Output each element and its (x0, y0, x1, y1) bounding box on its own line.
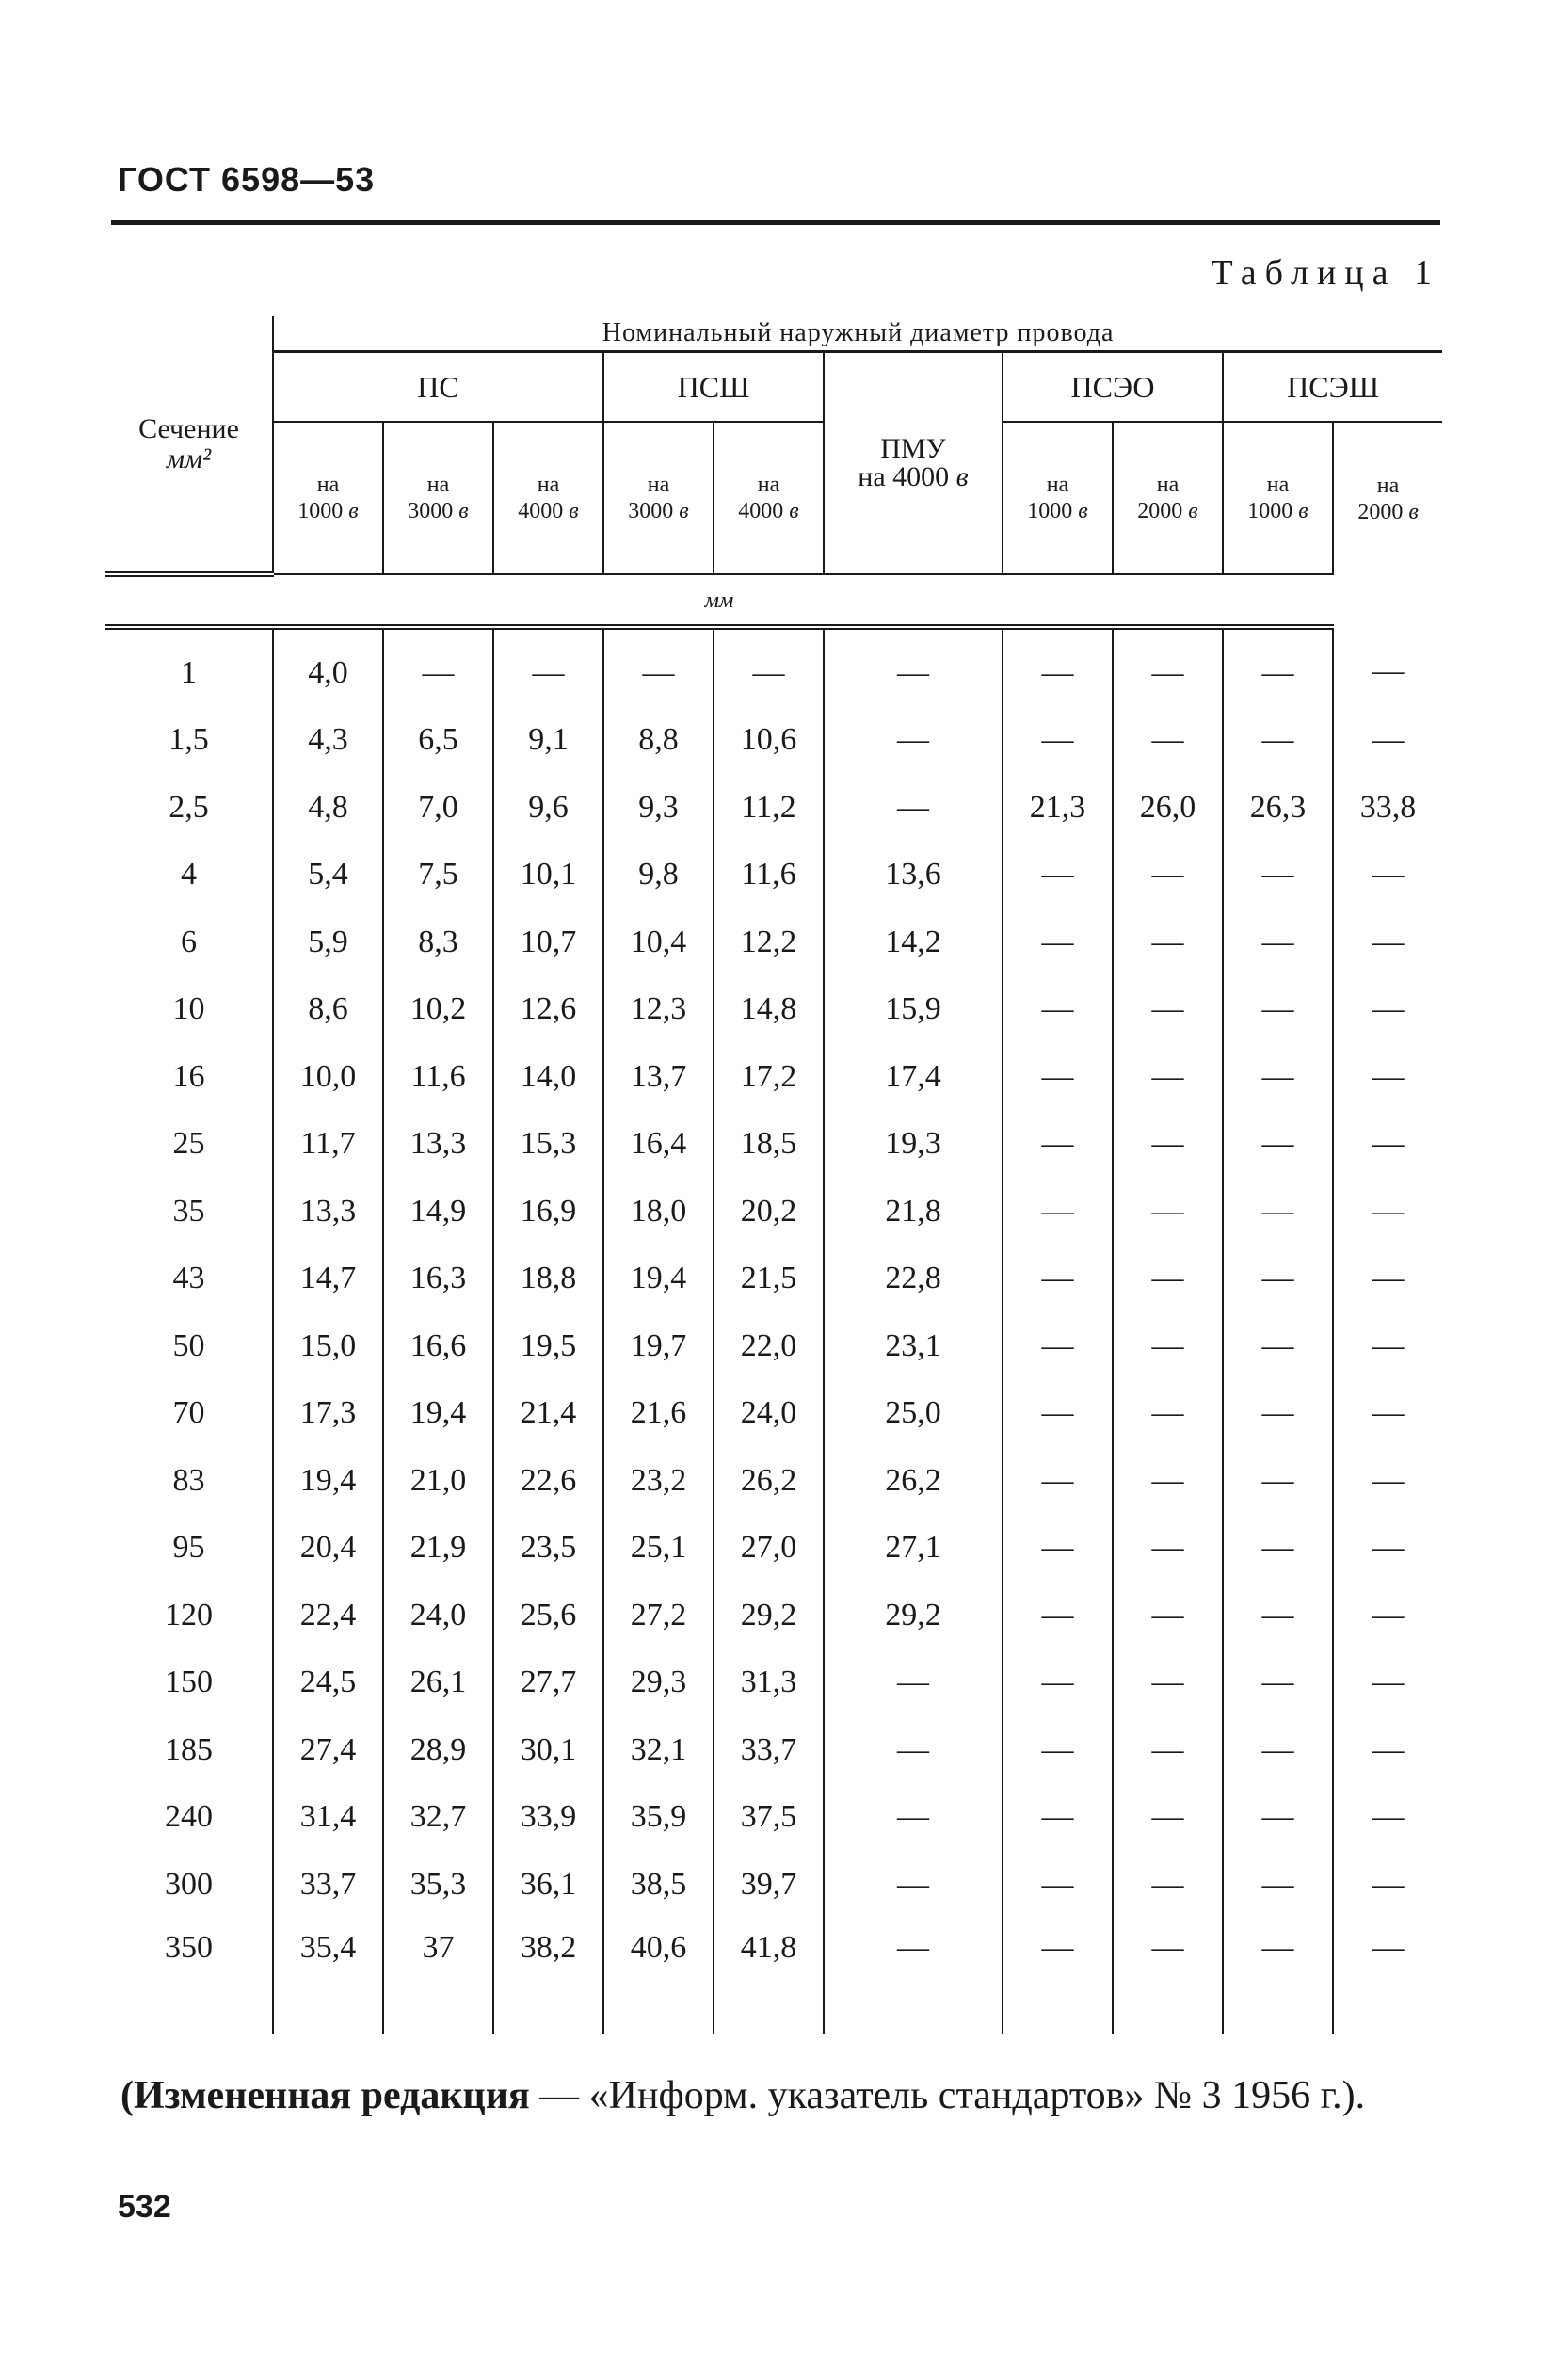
value-cell: — (824, 1919, 1003, 2034)
value-cell: 4,3 (273, 707, 383, 775)
pmu-sub: на 4000 (858, 461, 950, 492)
value-cell: 33,7 (714, 1716, 824, 1784)
value-cell: 38,5 (603, 1851, 714, 1919)
value-cell: 27,2 (603, 1582, 714, 1649)
value-cell: — (1113, 1649, 1223, 1717)
sub-ps-3000: на 3000 в (383, 422, 493, 574)
value-cell: — (1113, 842, 1223, 909)
value-cell: — (1333, 1919, 1442, 2034)
value-cell: — (1113, 1447, 1223, 1515)
value-cell: 23,2 (603, 1447, 714, 1515)
value-cell: — (1113, 1111, 1223, 1179)
value-cell: — (1333, 1716, 1442, 1784)
section-cell: 43 (105, 1246, 273, 1313)
value-cell: 8,3 (383, 909, 493, 976)
value-cell: — (1003, 1582, 1113, 1649)
value-cell: 24,5 (273, 1649, 383, 1717)
value-cell: 14,7 (273, 1246, 383, 1313)
table-row (105, 1784, 1442, 1852)
amendment-note (120, 2071, 1457, 2120)
value-cell: 11,2 (714, 774, 824, 842)
value-cell: 35,9 (603, 1784, 714, 1852)
value-cell: 18,8 (493, 1246, 603, 1313)
value-cell: 13,3 (273, 1178, 383, 1246)
table-row (105, 1043, 1442, 1111)
value-cell: — (1333, 1851, 1442, 1919)
value-cell: — (1113, 1851, 1223, 1919)
value-cell: — (1003, 1784, 1113, 1852)
value-cell: — (1113, 1178, 1223, 1246)
main-header: Номинальный наружный диаметр провода (273, 316, 1442, 352)
value-cell: 24,0 (714, 1380, 824, 1448)
value-cell: 33,7 (273, 1851, 383, 1919)
pmu-label: ПМУ (880, 433, 946, 464)
value-cell: 13,3 (383, 1111, 493, 1179)
sub-pseh-1000: на 1000 в (1223, 422, 1333, 574)
value-cell: 13,7 (603, 1043, 714, 1111)
value-cell: — (1333, 1380, 1442, 1448)
value-cell: 14,0 (493, 1043, 603, 1111)
value-cell: 10,7 (493, 909, 603, 976)
value-cell: 35,3 (383, 1851, 493, 1919)
value-cell: 33,8 (1333, 774, 1442, 842)
section-cell: 2,5 (105, 774, 273, 842)
value-cell: 15,3 (493, 1111, 603, 1179)
value-cell: — (1003, 707, 1113, 775)
table-row (105, 1246, 1442, 1313)
value-cell: — (1003, 1246, 1113, 1313)
value-cell: — (1003, 1851, 1113, 1919)
table-row (105, 1111, 1442, 1179)
value-cell: 33,9 (493, 1784, 603, 1852)
section-cell: 350 (105, 1919, 273, 2034)
value-cell: 18,0 (603, 1178, 714, 1246)
value-cell: — (1113, 976, 1223, 1044)
value-cell: 40,6 (603, 1919, 714, 2034)
value-cell: — (1003, 1111, 1113, 1179)
value-cell: — (1003, 1312, 1113, 1380)
value-cell: 30,1 (493, 1716, 603, 1784)
value-cell: 20,2 (714, 1178, 824, 1246)
value-cell: 41,8 (714, 1919, 824, 2034)
table-row (105, 976, 1442, 1044)
section-header (105, 316, 273, 574)
value-cell: — (1003, 1178, 1113, 1246)
value-cell: 22,6 (493, 1447, 603, 1515)
value-cell: — (1003, 1649, 1113, 1717)
value-cell: 10,2 (383, 976, 493, 1044)
value-cell: 25,6 (493, 1582, 603, 1649)
value-cell: — (1003, 842, 1113, 909)
value-cell: — (1003, 909, 1113, 976)
section-cell: 70 (105, 1380, 273, 1448)
value-cell: 21,5 (714, 1246, 824, 1313)
section-cell: 240 (105, 1784, 273, 1852)
unit-row: мм (105, 574, 1333, 627)
section-cell: 120 (105, 1582, 273, 1649)
value-cell: 29,3 (603, 1649, 714, 1717)
value-cell: 19,7 (603, 1312, 714, 1380)
section-cell: 6 (105, 909, 273, 976)
value-cell: — (1333, 1784, 1442, 1852)
value-cell: — (1113, 1784, 1223, 1852)
value-cell: — (1113, 1515, 1223, 1583)
value-cell: — (1333, 1582, 1442, 1649)
group-ps: ПС (273, 352, 603, 423)
value-cell: — (1333, 909, 1442, 976)
value-cell: 16,3 (383, 1246, 493, 1313)
value-cell: 21,0 (383, 1447, 493, 1515)
value-cell: — (1003, 976, 1113, 1044)
value-cell: 16,6 (383, 1312, 493, 1380)
value-cell: 22,8 (824, 1246, 1003, 1313)
value-cell: 31,3 (714, 1649, 824, 1717)
value-cell: — (1113, 707, 1223, 775)
value-cell: — (824, 1649, 1003, 1717)
value-cell: — (1333, 707, 1442, 775)
section-header-unit: мм² (166, 442, 212, 474)
value-cell: — (1223, 909, 1333, 976)
value-cell: 27,0 (714, 1515, 824, 1583)
value-cell: 18,5 (714, 1111, 824, 1179)
value-cell: — (1223, 1312, 1333, 1380)
value-cell: — (1003, 1043, 1113, 1111)
document-code: ГОСТ 6598—53 (118, 160, 376, 199)
value-cell: — (1223, 1649, 1333, 1717)
value-cell: 14,9 (383, 1178, 493, 1246)
value-cell: 22,0 (714, 1312, 824, 1380)
value-cell: — (1333, 842, 1442, 909)
value-cell: 31,4 (273, 1784, 383, 1852)
value-cell: — (1223, 1515, 1333, 1583)
value-cell: — (1223, 1178, 1333, 1246)
header-rule (111, 220, 1440, 225)
value-cell: 32,1 (603, 1716, 714, 1784)
value-cell: — (824, 1851, 1003, 1919)
value-cell: 21,8 (824, 1178, 1003, 1246)
value-cell: — (1113, 1919, 1223, 2034)
sub-psh-4000: на 4000 в (714, 422, 824, 574)
value-cell: — (1223, 1043, 1333, 1111)
table-row (105, 1649, 1442, 1717)
value-cell: 21,3 (1003, 774, 1113, 842)
section-cell: 35 (105, 1178, 273, 1246)
table-row (105, 1312, 1442, 1380)
value-cell: 39,7 (714, 1851, 824, 1919)
note-bold: (Измененная редакция (120, 2074, 530, 2117)
value-cell: — (1113, 909, 1223, 976)
value-cell: 10,1 (493, 842, 603, 909)
value-cell: — (1003, 1515, 1113, 1583)
sub-pseo-2000: на 2000 в (1113, 422, 1223, 574)
value-cell: 26,2 (824, 1447, 1003, 1515)
section-cell: 4 (105, 842, 273, 909)
value-cell: — (1003, 627, 1113, 707)
value-cell: — (1223, 627, 1333, 707)
section-cell: 95 (105, 1515, 273, 1583)
value-cell: 6,5 (383, 707, 493, 775)
group-pseo: ПСЭО (1003, 352, 1223, 423)
section-cell: 10 (105, 976, 273, 1044)
value-cell: 24,0 (383, 1582, 493, 1649)
table-row (105, 1515, 1442, 1583)
value-cell: — (1113, 627, 1223, 707)
value-cell: — (1223, 976, 1333, 1044)
table-row (105, 1851, 1442, 1919)
value-cell: — (1223, 1784, 1333, 1852)
table-row (105, 1447, 1442, 1515)
value-cell: 9,1 (493, 707, 603, 775)
section-cell: 1 (105, 627, 273, 707)
table-row (105, 1919, 1442, 2034)
value-cell: 10,0 (273, 1043, 383, 1111)
value-cell: — (1003, 1716, 1113, 1784)
value-cell: — (1223, 1380, 1333, 1448)
value-cell: 23,5 (493, 1515, 603, 1583)
value-cell: 25,1 (603, 1515, 714, 1583)
section-cell: 1,5 (105, 707, 273, 775)
value-cell: 19,4 (603, 1246, 714, 1313)
section-cell: 50 (105, 1312, 273, 1380)
section-cell: 150 (105, 1649, 273, 1717)
value-cell: 10,6 (714, 707, 824, 775)
value-cell: — (1113, 1380, 1223, 1448)
section-cell: 300 (105, 1851, 273, 1919)
group-pseh: ПСЭШ (1223, 352, 1442, 423)
value-cell: 9,3 (603, 774, 714, 842)
value-cell: 21,4 (493, 1380, 603, 1448)
sub-pseo-1000: на 1000 в (1003, 422, 1113, 574)
value-cell: — (1113, 1716, 1223, 1784)
value-cell: — (1333, 1111, 1442, 1179)
value-cell: 26,3 (1223, 774, 1333, 842)
value-cell: — (1113, 1246, 1223, 1313)
value-cell: 32,7 (383, 1784, 493, 1852)
value-cell: — (1223, 1919, 1333, 2034)
value-cell: — (1113, 1582, 1223, 1649)
value-cell: 12,2 (714, 909, 824, 976)
value-cell: — (1333, 627, 1442, 707)
sub-ps-4000: на 4000 в (493, 422, 603, 574)
value-cell: 25,0 (824, 1380, 1003, 1448)
value-cell: 12,6 (493, 976, 603, 1044)
table-row (105, 627, 1442, 707)
sub-pseh-2000: на 2000 в (1333, 422, 1442, 574)
value-cell: 16,9 (493, 1178, 603, 1246)
value-cell: — (1333, 1312, 1442, 1380)
sub-ps-1000: на 1000 в (273, 422, 383, 574)
value-cell: 11,7 (273, 1111, 383, 1179)
value-cell: 27,7 (493, 1649, 603, 1717)
value-cell: — (1003, 1919, 1113, 2034)
value-cell: — (824, 707, 1003, 775)
section-cell: 185 (105, 1716, 273, 1784)
value-cell: — (824, 1784, 1003, 1852)
value-cell: — (1333, 976, 1442, 1044)
value-cell: 27,4 (273, 1716, 383, 1784)
value-cell: 19,4 (273, 1447, 383, 1515)
value-cell: 20,4 (273, 1515, 383, 1583)
value-cell: 7,0 (383, 774, 493, 842)
value-cell: 5,4 (273, 842, 383, 909)
value-cell: — (493, 627, 603, 707)
value-cell: — (714, 627, 824, 707)
table-body (105, 627, 1442, 2034)
value-cell: — (1333, 1447, 1442, 1515)
group-pmu (824, 352, 1003, 575)
value-cell: 35,4 (273, 1919, 383, 2034)
value-cell: — (1223, 707, 1333, 775)
table-row (105, 707, 1442, 775)
value-cell: 23,1 (824, 1312, 1003, 1380)
value-cell: 17,2 (714, 1043, 824, 1111)
value-cell: — (1113, 1312, 1223, 1380)
value-cell: 15,9 (824, 976, 1003, 1044)
value-cell: — (1113, 1043, 1223, 1111)
value-cell: — (1333, 1515, 1442, 1583)
value-cell: 14,2 (824, 909, 1003, 976)
table-label: Таблица 1 (1211, 253, 1440, 293)
value-cell: — (1333, 1649, 1442, 1717)
value-cell: 15,0 (273, 1312, 383, 1380)
value-cell: 26,0 (1113, 774, 1223, 842)
value-cell: 37 (383, 1919, 493, 2034)
table-row (105, 774, 1442, 842)
value-cell: — (1003, 1447, 1113, 1515)
value-cell: 19,4 (383, 1380, 493, 1448)
value-cell: 19,3 (824, 1111, 1003, 1179)
note-rest: — «Информ. указатель стандартов» № 3 1956 г.). (529, 2074, 1366, 2117)
value-cell: 11,6 (714, 842, 824, 909)
value-cell: 21,6 (603, 1380, 714, 1448)
value-cell: — (1333, 1246, 1442, 1313)
value-cell: 12,3 (603, 976, 714, 1044)
table-row (105, 909, 1442, 976)
value-cell: 29,2 (714, 1582, 824, 1649)
value-cell: 37,5 (714, 1784, 824, 1852)
value-cell: — (824, 627, 1003, 707)
value-cell: — (1223, 1111, 1333, 1179)
value-cell: 36,1 (493, 1851, 603, 1919)
value-cell: 26,1 (383, 1649, 493, 1717)
value-cell: 9,8 (603, 842, 714, 909)
section-cell: 16 (105, 1043, 273, 1111)
value-cell: 10,4 (603, 909, 714, 976)
value-cell: 13,6 (824, 842, 1003, 909)
table-row (105, 1178, 1442, 1246)
value-cell: — (1223, 1246, 1333, 1313)
value-cell: — (1333, 1043, 1442, 1111)
value-cell: 8,8 (603, 707, 714, 775)
value-cell: — (383, 627, 493, 707)
value-cell: 26,2 (714, 1447, 824, 1515)
table-row (105, 1716, 1442, 1784)
value-cell: 17,4 (824, 1043, 1003, 1111)
table-row (105, 1380, 1442, 1448)
table-row (105, 842, 1442, 909)
value-cell: — (1223, 1851, 1333, 1919)
value-cell: 7,5 (383, 842, 493, 909)
value-cell: — (1223, 1582, 1333, 1649)
sub-psh-3000: на 3000 в (603, 422, 714, 574)
value-cell: 21,9 (383, 1515, 493, 1583)
value-cell: 27,1 (824, 1515, 1003, 1583)
group-psh: ПСШ (603, 352, 824, 423)
value-cell: 8,6 (273, 976, 383, 1044)
value-cell: 17,3 (273, 1380, 383, 1448)
value-cell: 5,9 (273, 909, 383, 976)
value-cell: — (824, 774, 1003, 842)
value-cell: 38,2 (493, 1919, 603, 2034)
section-cell: 25 (105, 1111, 273, 1179)
page-number: 532 (118, 2189, 171, 2225)
section-header-label: Сечение (138, 412, 239, 444)
diameter-table (105, 316, 1442, 2034)
value-cell: 4,8 (273, 774, 383, 842)
value-cell: — (1223, 842, 1333, 909)
value-cell: — (1223, 1447, 1333, 1515)
value-cell: 19,5 (493, 1312, 603, 1380)
value-cell: — (1003, 1380, 1113, 1448)
value-cell: 16,4 (603, 1111, 714, 1179)
value-cell: 4,0 (273, 627, 383, 707)
value-cell: — (824, 1716, 1003, 1784)
value-cell: 28,9 (383, 1716, 493, 1784)
value-cell: 22,4 (273, 1582, 383, 1649)
value-cell: 11,6 (383, 1043, 493, 1111)
pmu-volt: в (955, 461, 969, 492)
table-row (105, 1582, 1442, 1649)
value-cell: 29,2 (824, 1582, 1003, 1649)
value-cell: — (1223, 1716, 1333, 1784)
value-cell: 9,6 (493, 774, 603, 842)
value-cell: — (1333, 1178, 1442, 1246)
section-cell: 83 (105, 1447, 273, 1515)
value-cell: 14,8 (714, 976, 824, 1044)
value-cell: — (603, 627, 714, 707)
